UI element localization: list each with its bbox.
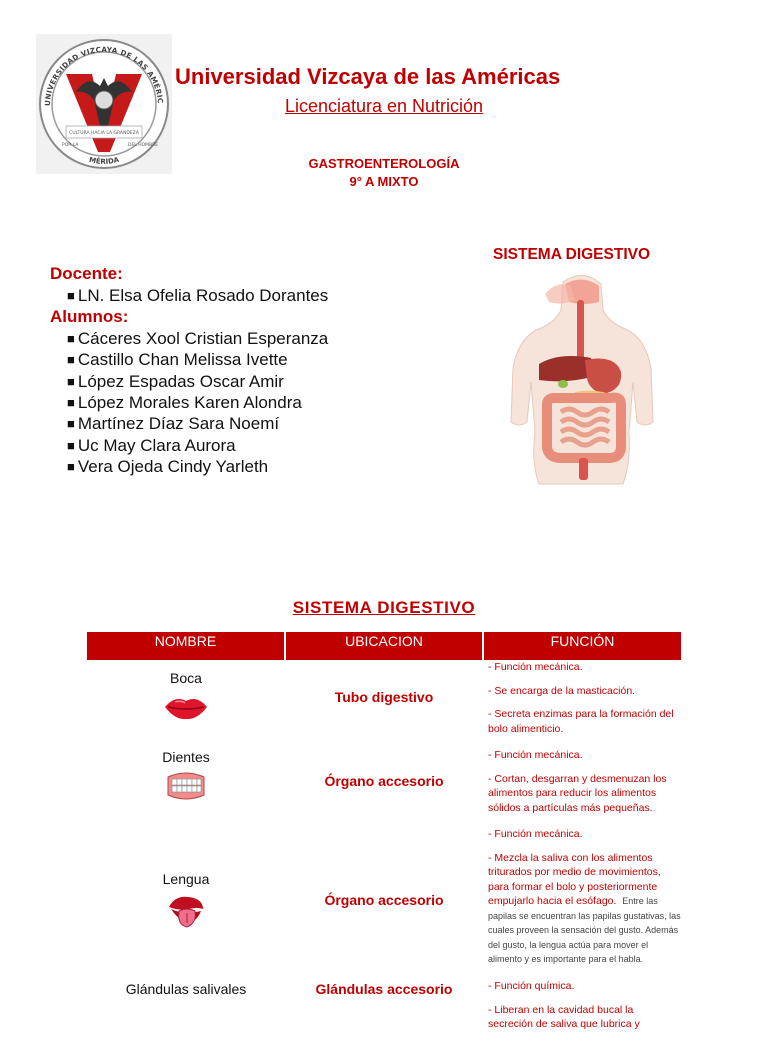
function-item: - Función química. <box>488 980 575 992</box>
bullet-square-icon: ■ <box>67 395 75 410</box>
function-item: - Liberan en la cavidad bucal la secreción de saliva que lubrica y <box>488 1003 640 1030</box>
column-header-ubicacion: UBICACION <box>285 632 483 660</box>
student-name: ■ Martínez Díaz Sara Noemí <box>67 414 280 433</box>
bullet-square-icon: ■ <box>67 331 75 346</box>
table-row <box>87 746 681 824</box>
teacher-name: ■ LN. Elsa Ofelia Rosado Dorantes <box>67 286 329 305</box>
organ-name: Glándulas salivales <box>125 981 247 997</box>
bullet-square-icon: ■ <box>67 416 75 431</box>
function-note: Entre las papilas se encuentran las papilas gustativas, las cuales proveen la sensación del gusto. Además del gusto, la lengua actúa para mover el alimento y es importante para el habla. <box>488 896 681 964</box>
table-row <box>87 660 681 746</box>
function-item: - Mezcla la saliva con los alimentos triturados por medio de movimientos, para formar el bolo y posteriormente empujarlo hacia el esófago. Entre las papilas se encuentran las papilas gustativas, las cuales proveen la sensación del gusto. Además del gusto, la lengua actúa para mover el alimento y es importante para el habla. <box>488 851 681 964</box>
student-name: ■ Castillo Chan Melissa Ivette <box>67 350 288 369</box>
function-item: - Cortan, desgarran y desmenuzan los alimentos para reducir los alimentos sólidos a partículas más pequeñas. <box>488 772 667 814</box>
column-header-nombre: NOMBRE <box>87 632 285 660</box>
lips-icon <box>163 692 209 722</box>
subject-name: GASTROENTEROLOGÍA <box>308 156 460 171</box>
digestive-system-illustration <box>505 272 660 487</box>
bullet-square-icon: ■ <box>67 459 75 474</box>
function-item: - Función mecánica. <box>488 661 583 673</box>
group-name: 9° A MIXTO <box>349 174 419 189</box>
student-name: ■ Cáceres Xool Cristian Esperanza <box>67 329 329 348</box>
organ-name: Lengua <box>162 871 210 887</box>
function-item: - Secreta enzimas para la formación del bolo alimenticio. <box>488 708 674 735</box>
bullet-square-icon: ■ <box>67 438 75 453</box>
organ-location: Glándulas accesorio <box>315 981 453 997</box>
svg-text:CULTURA HACIA LA GRANDEZA: CULTURA HACIA LA GRANDEZA <box>69 131 139 136</box>
svg-text:POR LA: POR LA <box>62 143 79 148</box>
svg-text:UNIVERSIDAD VIZCAYA DE LAS AMÉ: UNIVERSIDAD VIZCAYA DE LAS AMÉRIC <box>42 44 165 107</box>
organ-name: Boca <box>170 670 202 686</box>
function-item: - Función mecánica. <box>488 749 583 761</box>
teeth-icon <box>166 771 206 801</box>
organ-name: Dientes <box>162 749 210 765</box>
figure-title: SISTEMA DIGESTIVO <box>493 246 651 263</box>
tongue-icon <box>167 893 205 929</box>
subject-block <box>0 155 768 191</box>
svg-text:DEL HOMBRE: DEL HOMBRE <box>128 143 159 148</box>
table-row <box>87 976 681 1041</box>
organ-location: Tubo digestivo <box>334 689 434 705</box>
table-title: SISTEMA DIGESTIVO <box>292 598 476 617</box>
organ-location: Órgano accesorio <box>324 773 444 789</box>
student-name: ■ Vera Ojeda Cindy Yarleth <box>67 457 269 476</box>
digestive-organs-table <box>87 632 681 1041</box>
bullet-square-icon: ■ <box>67 374 75 389</box>
column-header-funcion: FUNCIÓN <box>483 632 681 660</box>
student-name: ■ López Morales Karen Alondra <box>67 393 302 412</box>
student-name: ■ Uc May Clara Aurora <box>67 436 236 455</box>
svg-text:MÉRIDA: MÉRIDA <box>88 155 120 166</box>
table-header-row <box>87 632 681 660</box>
students-label: Alumnos: <box>50 307 129 326</box>
bullet-square-icon: ■ <box>67 352 75 367</box>
university-title: Universidad Vizcaya de las Américas <box>175 64 561 89</box>
organ-location: Órgano accesorio <box>324 892 444 908</box>
student-name: ■ López Espadas Oscar Amir <box>67 372 284 391</box>
function-item: - Se encarga de la masticación. <box>488 684 636 697</box>
career-title: Licenciatura en Nutrición <box>284 96 484 116</box>
teacher-label: Docente: <box>50 264 123 283</box>
table-row <box>87 824 681 976</box>
bullet-square-icon: ■ <box>67 288 75 303</box>
function-item: - Función mecánica. <box>488 828 583 840</box>
